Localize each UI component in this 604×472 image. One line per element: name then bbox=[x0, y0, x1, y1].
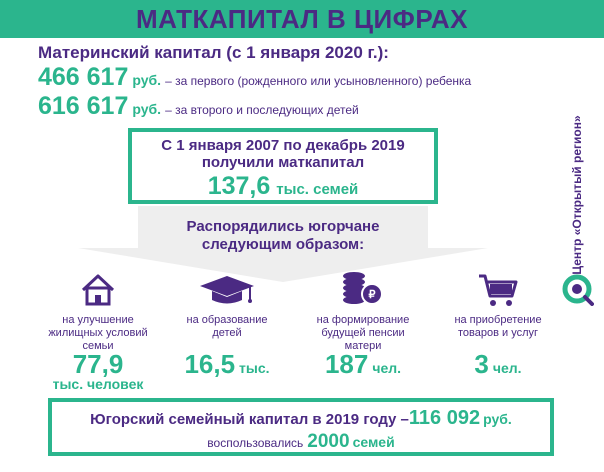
pension-label-3: матери bbox=[344, 340, 382, 352]
goods-value: 3 bbox=[474, 349, 489, 379]
housing-label-1: на улучшение bbox=[62, 314, 134, 326]
house-icon bbox=[33, 270, 163, 310]
yugra-used-text: воспользовались bbox=[207, 436, 304, 450]
goods-label-2: товаров и услуг bbox=[457, 327, 538, 339]
first-child-amount: 466 617 bbox=[38, 63, 129, 91]
distribution-title-line1: Распорядились югорчане bbox=[186, 218, 380, 235]
pension-value: 187 bbox=[324, 349, 369, 379]
yugra-amount-unit: руб. bbox=[483, 411, 512, 427]
yugra-text: Югорский семейный капитал в 2019 году – bbox=[90, 411, 409, 428]
svg-text:₽: ₽ bbox=[368, 289, 376, 301]
shopping-cart-icon bbox=[433, 270, 563, 310]
coins-ruble-icon bbox=[298, 270, 428, 310]
education-value: 16,5 bbox=[184, 349, 236, 379]
page-title: МАТКАПИТАЛ В ЦИФРАХ bbox=[135, 4, 469, 34]
second-child-amount: 616 617 bbox=[38, 92, 129, 120]
maternity-capital-title: Материнский капитал (с 1 января 2020 г.): bbox=[38, 43, 389, 62]
yugra-amount-row bbox=[52, 407, 550, 430]
pension-value-row bbox=[298, 349, 428, 380]
first-child-desc: – за первого (рожденного или усыновленного) ребенка bbox=[165, 74, 472, 88]
housing-label-2: жилищных условий bbox=[48, 327, 148, 339]
education-unit: тыс. bbox=[239, 360, 270, 376]
open-region-logo-icon bbox=[560, 272, 594, 306]
pension-unit: чел. bbox=[372, 360, 402, 376]
source-text: Центр «Открытый регион» bbox=[570, 115, 584, 275]
received-value-row bbox=[132, 172, 434, 201]
received-text: получили маткапитал bbox=[201, 154, 365, 171]
first-child-unit: руб. bbox=[132, 72, 162, 88]
pension-label-1: на формирование bbox=[316, 314, 410, 326]
pension-label-2: будущей пенсии bbox=[321, 327, 405, 339]
housing-value: 77,9 bbox=[72, 349, 124, 379]
goods-unit: чел. bbox=[492, 360, 522, 376]
yugra-used-unit: семей bbox=[352, 434, 395, 450]
yugra-used-row bbox=[52, 431, 550, 453]
distribution-title-line2: следующим образом: bbox=[201, 236, 365, 253]
yugra-capital-box bbox=[48, 398, 554, 456]
received-unit: тыс. семей bbox=[276, 181, 359, 198]
education-label-1: на образование bbox=[186, 314, 268, 326]
received-period: С 1 января 2007 по декабрь 2019 bbox=[161, 137, 405, 154]
graduation-cap-icon bbox=[162, 270, 292, 310]
received-box bbox=[128, 128, 438, 204]
education-label-2: детей bbox=[212, 327, 242, 339]
housing-label-3: семьи bbox=[82, 340, 114, 352]
second-child-unit: руб. bbox=[132, 101, 162, 117]
goods-label-1: на приобретение bbox=[454, 314, 542, 326]
goods-value-row bbox=[433, 349, 563, 380]
source-caption bbox=[566, 115, 588, 275]
yugra-used-value: 2000 bbox=[307, 431, 350, 452]
education-value-row bbox=[162, 349, 292, 380]
housing-unit: тыс. человек bbox=[52, 376, 144, 392]
yugra-amount: 116 092 bbox=[408, 407, 481, 429]
second-child-desc: – за второго и последующих детей bbox=[165, 103, 359, 117]
received-value: 137,6 bbox=[207, 172, 271, 200]
